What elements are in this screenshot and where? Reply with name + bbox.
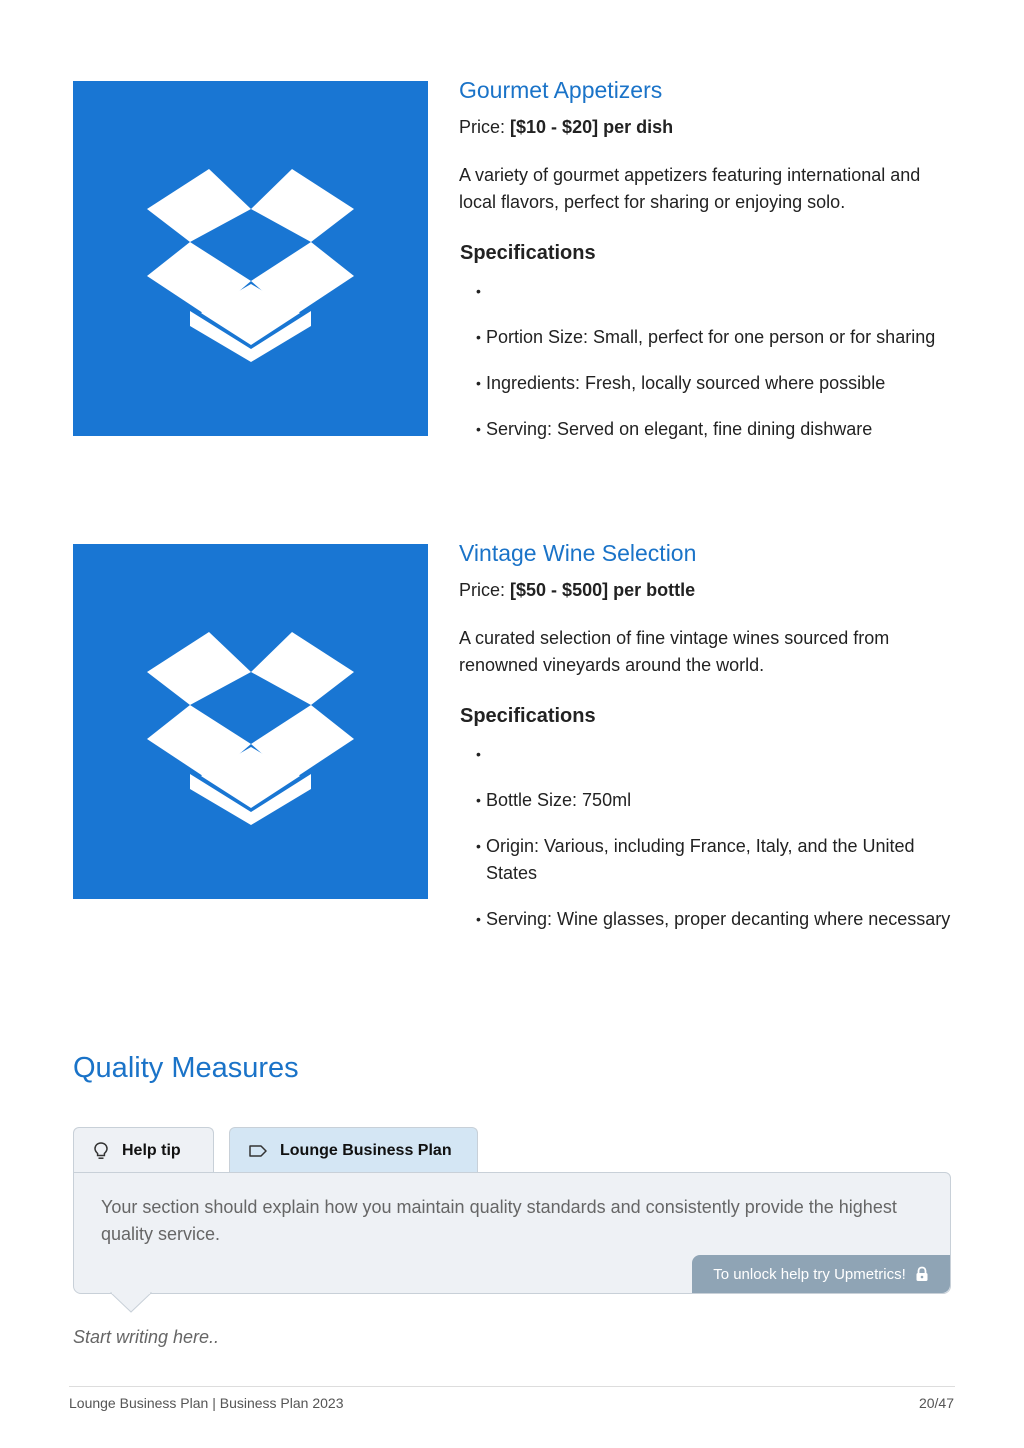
price-value: [$50 - $500] per bottle: [510, 580, 696, 600]
spec-item: • Bottle Size: 750ml: [476, 787, 953, 814]
product-description: A variety of gourmet appetizers featuring international and local flavors, perfect for sharing or enjoying solo.: [459, 165, 921, 212]
spec-heading: Specifications: [460, 705, 596, 727]
product-image: [73, 544, 428, 899]
help-tip-box: [73, 1172, 951, 1294]
price-value: [$10 - $20] per dish: [510, 117, 674, 137]
product-card: [73, 540, 953, 984]
tip-pointer: [110, 1292, 152, 1314]
lock-icon: [915, 1266, 929, 1282]
spec-list: [476, 741, 953, 933]
tab-help-tip[interactable]: [73, 1127, 214, 1173]
tab-label: Lounge Business Plan: [280, 1141, 452, 1159]
price-line: [459, 116, 953, 138]
spec-item: [476, 741, 953, 768]
footer-title: Lounge Business Plan | Business Plan 2023: [69, 1395, 344, 1411]
price-label: Price:: [459, 580, 506, 600]
help-tip-text: Your section should explain how you maintain quality standards and consistently provide the highest quality service.: [101, 1197, 897, 1244]
spec-heading: Specifications: [460, 242, 596, 264]
tab-lounge-business-plan[interactable]: [229, 1127, 478, 1173]
page-number: 20/47: [918, 1395, 954, 1411]
spec-item: • Serving: Served on elegant, fine dining dishware: [476, 416, 953, 443]
spec-item: • Serving: Wine glasses, proper decanting where necessary: [476, 906, 953, 933]
section-heading: Quality Measures: [73, 1052, 299, 1084]
product-image: [73, 81, 428, 436]
dropbox-logo-icon: [73, 544, 428, 899]
product-card: [73, 77, 953, 501]
tag-icon: [248, 1143, 268, 1159]
spec-item: • Origin: Various, including France, Italy, and the United States: [476, 833, 953, 887]
product-title: Gourmet Appetizers: [459, 77, 663, 103]
tab-label: Help tip: [122, 1141, 181, 1159]
lightbulb-icon: [92, 1141, 110, 1161]
unlock-help-button[interactable]: [692, 1255, 950, 1293]
price-line: [459, 579, 953, 601]
help-tip-hidden-text: [101, 1263, 721, 1273]
spec-item: [476, 278, 953, 305]
unlock-label: To unlock help try Upmetrics!: [713, 1265, 906, 1283]
product-description: A curated selection of fine vintage wines sourced from renowned vineyards around the world.: [459, 628, 890, 675]
spec-list: [476, 278, 953, 443]
spec-item: • Portion Size: Small, perfect for one person or for sharing: [476, 324, 953, 351]
spec-item: • Ingredients: Fresh, locally sourced where possible: [476, 370, 953, 397]
dropbox-logo-icon: [73, 81, 428, 436]
start-writing-placeholder[interactable]: Start writing here..: [73, 1327, 220, 1347]
price-label: Price:: [459, 117, 506, 137]
footer-divider: [69, 1386, 955, 1387]
product-title: Vintage Wine Selection: [459, 540, 697, 566]
